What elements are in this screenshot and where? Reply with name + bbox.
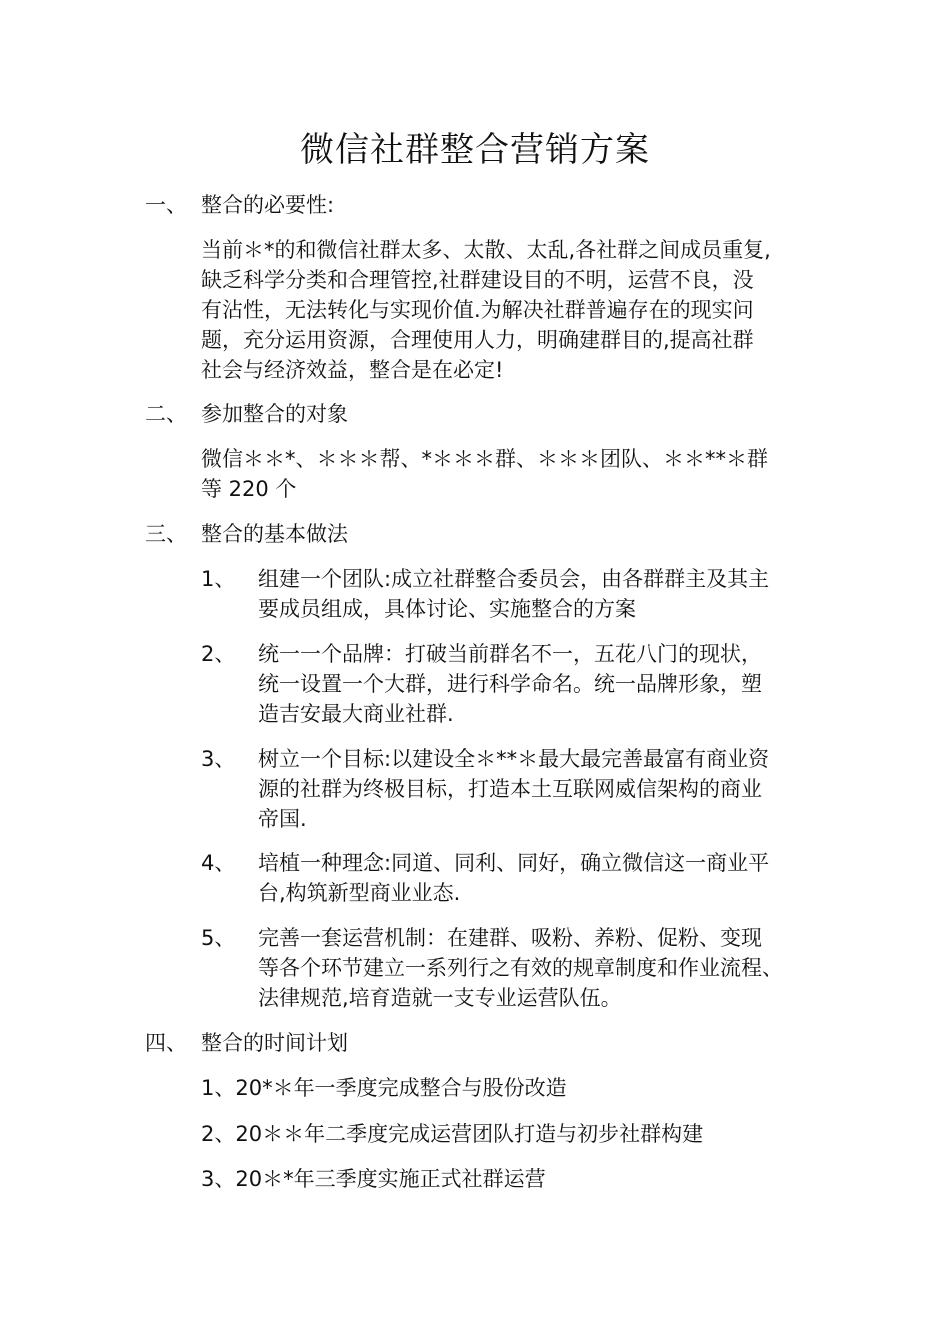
section-heading: 整合的必要性: (201, 193, 335, 217)
paragraph-line: 有沾性，无法转化与实现价值.为解决社群普遍存在的现实问 (201, 298, 754, 322)
section-number: 一、 (145, 193, 187, 217)
list-item (258, 639, 813, 729)
paragraph-line: 当前＊*的和微信社群太多、太散、太乱,各社群之间成员重复, (201, 238, 771, 262)
plan-item: 3、20＊*年三季度实施正式社群运营 (201, 1167, 546, 1191)
section-number: 三、 (145, 522, 187, 546)
section-heading: 整合的基本做法 (201, 522, 348, 546)
list-item-number: 4、 (201, 851, 236, 875)
paragraph-line: 缺乏科学分类和合理管控,社群建设目的不明，运营不良，没 (201, 268, 754, 292)
list-item-line: 树立一个目标:以建设全＊**＊最大最完善最富有商业资 (258, 747, 770, 771)
list-item (258, 848, 813, 908)
list-item-line: 帝国. (258, 807, 307, 831)
document-title: 微信社群整合营销方案 (300, 130, 650, 170)
list-item-line: 要成员组成，具体讨论、实施整合的方案 (258, 597, 636, 621)
section-paragraph (201, 444, 811, 504)
list-item-line: 源的社群为终极目标，打造本土互联网威信架构的商业 (258, 777, 762, 801)
list-item-number: 1、 (201, 567, 236, 591)
list-item (258, 744, 813, 834)
plan-item: 1、20*＊年一季度完成整合与股份改造 (201, 1076, 567, 1100)
list-item-line: 法律规范,培育造就一支专业运营队伍。 (258, 986, 622, 1010)
list-item (258, 923, 813, 1013)
list-item-line: 台,构筑新型商业业态. (258, 881, 461, 905)
paragraph-line: 微信＊＊*、＊＊＊帮、*＊＊＊群、＊＊＊团队、＊＊**＊群 (201, 447, 768, 471)
section-number: 二、 (145, 402, 187, 426)
section-paragraph (201, 235, 811, 385)
list-item-line: 组建一个团队:成立社群整合委员会，由各群群主及其主 (258, 567, 770, 591)
paragraph-line: 题，充分运用资源，合理使用人力，明确建群目的,提高社群 (201, 328, 754, 352)
section-heading: 整合的时间计划 (201, 1031, 348, 1055)
section-number: 四、 (145, 1031, 187, 1055)
list-item-line: 培植一种理念:同道、同利、同好，确立微信这一商业平 (258, 851, 770, 875)
list-item-number: 5、 (201, 926, 236, 950)
paragraph-line: 社会与经济效益，整合是在必定! (201, 358, 504, 382)
list-item-line: 等各个环节建立一系列行之有效的规章制度和作业流程、 (258, 956, 783, 980)
list-item-line: 造吉安最大商业社群. (258, 702, 454, 726)
paragraph-line: 等 220 个 (201, 477, 297, 501)
plan-item: 2、20＊＊年二季度完成运营团队打造与初步社群构建 (201, 1122, 704, 1146)
list-item-line: 完善一套运营机制：在建群、吸粉、养粉、促粉、变现 (258, 926, 762, 950)
list-item (258, 564, 813, 624)
list-item-line: 统一一个品牌：打破当前群名不一，五花八门的现状， (258, 642, 762, 666)
list-item-number: 2、 (201, 642, 236, 666)
section-heading: 参加整合的对象 (201, 402, 348, 426)
list-item-line: 统一设置一个大群，进行科学命名。统一品牌形象，塑 (258, 672, 762, 696)
list-item-number: 3、 (201, 747, 236, 771)
